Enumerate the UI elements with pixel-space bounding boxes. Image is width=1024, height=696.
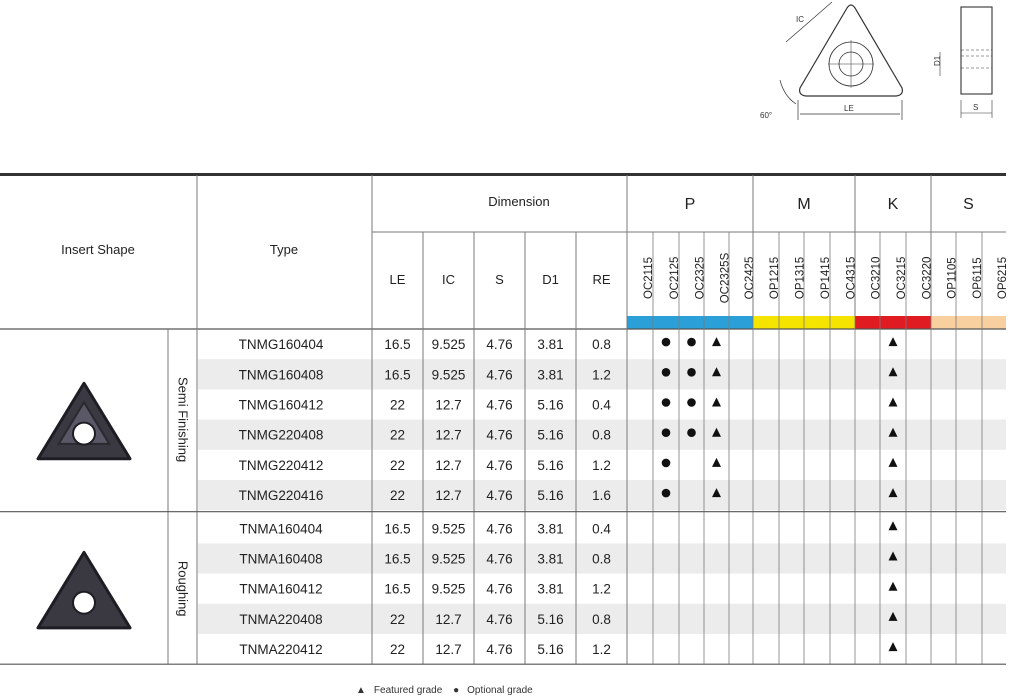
dim-cell-ic: 12.7	[435, 488, 462, 504]
group-m: M	[797, 196, 811, 213]
header-dim-s: S	[495, 272, 504, 287]
le-label: LE	[844, 104, 854, 113]
dim-cell-ic: 9.525	[431, 337, 466, 353]
header-dim-re: RE	[592, 272, 611, 287]
dim-cell-d1: 3.81	[537, 581, 564, 597]
grade-legend	[356, 685, 541, 696]
grade-header: OP1105	[946, 257, 959, 299]
dim-cell-s: 4.76	[486, 611, 513, 627]
dim-cell-d1: 5.16	[537, 488, 564, 504]
dim-cell-ic: 9.525	[431, 551, 466, 567]
dim-cell-re: 0.8	[592, 427, 611, 443]
dim-cell-re: 1.6	[592, 488, 611, 504]
dim-cell-re: 1.2	[592, 581, 611, 597]
group-color-band-s	[931, 316, 1006, 329]
insert-dimension-diagram	[740, 0, 1010, 125]
featured-grade-triangle	[889, 458, 898, 467]
side-view-drawing	[940, 7, 992, 118]
dim-cell-re: 0.4	[592, 397, 611, 413]
section-label: Semi Finishing	[175, 376, 191, 463]
section-label: Roughing	[175, 560, 191, 617]
dim-cell-s: 4.76	[486, 521, 513, 537]
s-label: S	[973, 103, 979, 112]
grade-header: OP6115	[972, 257, 984, 299]
dim-cell-le: 16.5	[384, 337, 411, 353]
dim-cell-ic: 12.7	[435, 397, 462, 413]
dim-cell-s: 4.76	[486, 642, 513, 658]
dim-cell-re: 0.8	[592, 611, 611, 627]
dim-cell-re: 0.8	[592, 551, 611, 567]
featured-grade-triangle	[889, 521, 898, 530]
angle-label: 60°	[760, 111, 773, 120]
featured-grade-triangle	[889, 582, 898, 591]
header-dim-ic: IC	[442, 272, 455, 287]
type-cell: TNMA160412	[239, 581, 323, 597]
dim-cell-ic: 12.7	[435, 611, 462, 627]
dim-cell-le: 22	[389, 397, 406, 413]
optional-grade-dot	[687, 338, 696, 347]
dim-cell-d1: 5.16	[537, 611, 564, 627]
type-cell: TNMA220412	[239, 642, 323, 658]
dim-cell-le: 22	[389, 642, 406, 658]
dim-cell-s: 4.76	[486, 367, 513, 383]
optional-grade-dot	[662, 459, 671, 468]
featured-grade-triangle	[889, 398, 898, 407]
dim-cell-s: 4.76	[486, 427, 513, 443]
dim-cell-d1: 3.81	[537, 551, 564, 567]
dim-cell-re: 1.2	[592, 642, 611, 658]
optional-grade-dot	[687, 428, 696, 437]
dim-cell-le: 16.5	[384, 521, 411, 537]
optional-grade-dot	[687, 398, 696, 407]
dim-cell-d1: 5.16	[537, 427, 564, 443]
type-cell: TNMG220408	[238, 427, 324, 443]
group-s: S	[963, 196, 974, 213]
optional-grade-label: Optional grade	[467, 685, 533, 696]
featured-grade-icon: ▲	[356, 685, 366, 696]
grade-header: OC3215	[896, 256, 908, 300]
dim-cell-ic: 9.525	[431, 581, 466, 597]
header-dimension: Dimension	[488, 194, 550, 209]
dim-cell-d1: 3.81	[537, 521, 564, 537]
grade-header: OC2325	[694, 256, 707, 300]
dim-cell-s: 4.76	[486, 581, 513, 597]
dim-cell-re: 0.8	[592, 337, 611, 353]
grade-header: OP1415	[820, 256, 832, 300]
dim-cell-d1: 3.81	[537, 337, 564, 353]
type-cell: TNMG220416	[238, 488, 324, 504]
dim-cell-le: 16.5	[384, 551, 411, 567]
dim-cell-le: 22	[389, 488, 406, 504]
grade-header: OC2115	[643, 257, 655, 299]
dim-cell-re: 1.2	[592, 367, 611, 383]
optional-grade-dot	[662, 398, 671, 407]
header-insert-shape: Insert Shape	[61, 242, 135, 257]
featured-grade-triangle	[712, 458, 721, 467]
type-cell: TNMA160408	[239, 551, 323, 567]
grade-header: OC2425	[744, 256, 756, 300]
dim-cell-d1: 3.81	[537, 367, 564, 383]
dim-cell-s: 4.76	[486, 397, 513, 413]
dim-cell-s: 4.76	[486, 551, 513, 567]
grade-header: OC3220	[921, 256, 934, 300]
header-type: Type	[269, 242, 299, 257]
dim-cell-le: 16.5	[384, 581, 411, 597]
dim-cell-d1: 5.16	[537, 397, 564, 413]
group-color-band-k	[855, 316, 931, 329]
optional-grade-dot	[687, 368, 696, 377]
type-cell: TNMG160412	[238, 397, 324, 413]
grade-header: OP6215	[997, 256, 1009, 300]
optional-grade-icon: ●	[453, 685, 460, 696]
insert-hole	[73, 592, 95, 614]
dim-cell-ic: 9.525	[431, 521, 466, 537]
header-dim-le: LE	[389, 272, 406, 287]
tnmg-insert-icon	[38, 383, 130, 458]
grade-header: OP1215	[769, 256, 781, 300]
featured-grade-triangle	[712, 337, 721, 346]
featured-grade-label: Featured grade	[373, 685, 443, 696]
grade-header: OC2325S	[719, 252, 732, 304]
d1-label: D1	[933, 55, 942, 66]
insert-hole	[73, 423, 95, 445]
optional-grade-dot	[662, 368, 671, 377]
featured-grade-triangle	[889, 642, 898, 651]
group-p: P	[684, 196, 696, 213]
type-cell: TNMG160404	[238, 337, 324, 353]
dim-cell-s: 4.76	[486, 337, 513, 353]
grade-header: OC4315	[845, 256, 858, 300]
dim-cell-le: 16.5	[384, 367, 411, 383]
dim-cell-d1: 5.16	[537, 642, 564, 658]
type-cell: TNMG160408	[238, 367, 324, 383]
dim-cell-ic: 12.7	[435, 427, 462, 443]
dim-cell-ic: 12.7	[435, 457, 462, 473]
dim-cell-re: 1.2	[592, 457, 611, 473]
dim-cell-s: 4.76	[486, 457, 513, 473]
dim-cell-le: 22	[389, 427, 406, 443]
optional-grade-dot	[662, 489, 671, 498]
dim-cell-ic: 9.525	[431, 367, 466, 383]
featured-grade-triangle	[712, 398, 721, 407]
header-dim-d1: D1	[542, 272, 559, 287]
grade-header: OC2125	[669, 256, 681, 300]
optional-grade-dot	[662, 428, 671, 437]
insert-body	[38, 552, 130, 627]
dim-cell-s: 4.76	[486, 488, 513, 504]
type-cell: TNMA220408	[239, 611, 323, 627]
grade-header: OP1315	[794, 256, 807, 300]
insert-grade-table	[0, 170, 1024, 665]
type-cell: TNMG220412	[238, 457, 324, 473]
optional-grade-dot	[662, 338, 671, 347]
dim-cell-le: 22	[389, 457, 406, 473]
type-cell: TNMA160404	[239, 521, 323, 537]
featured-grade-triangle	[889, 337, 898, 346]
ic-label: IC	[796, 15, 804, 24]
dim-cell-re: 0.4	[592, 521, 611, 537]
group-k: K	[887, 196, 899, 213]
dim-cell-ic: 12.7	[435, 642, 462, 658]
tnma-insert-icon	[38, 552, 130, 627]
group-color-band-p	[627, 316, 753, 329]
dim-cell-d1: 5.16	[537, 457, 564, 473]
grade-header: OC3210	[870, 256, 883, 300]
dim-cell-le: 22	[389, 611, 406, 627]
